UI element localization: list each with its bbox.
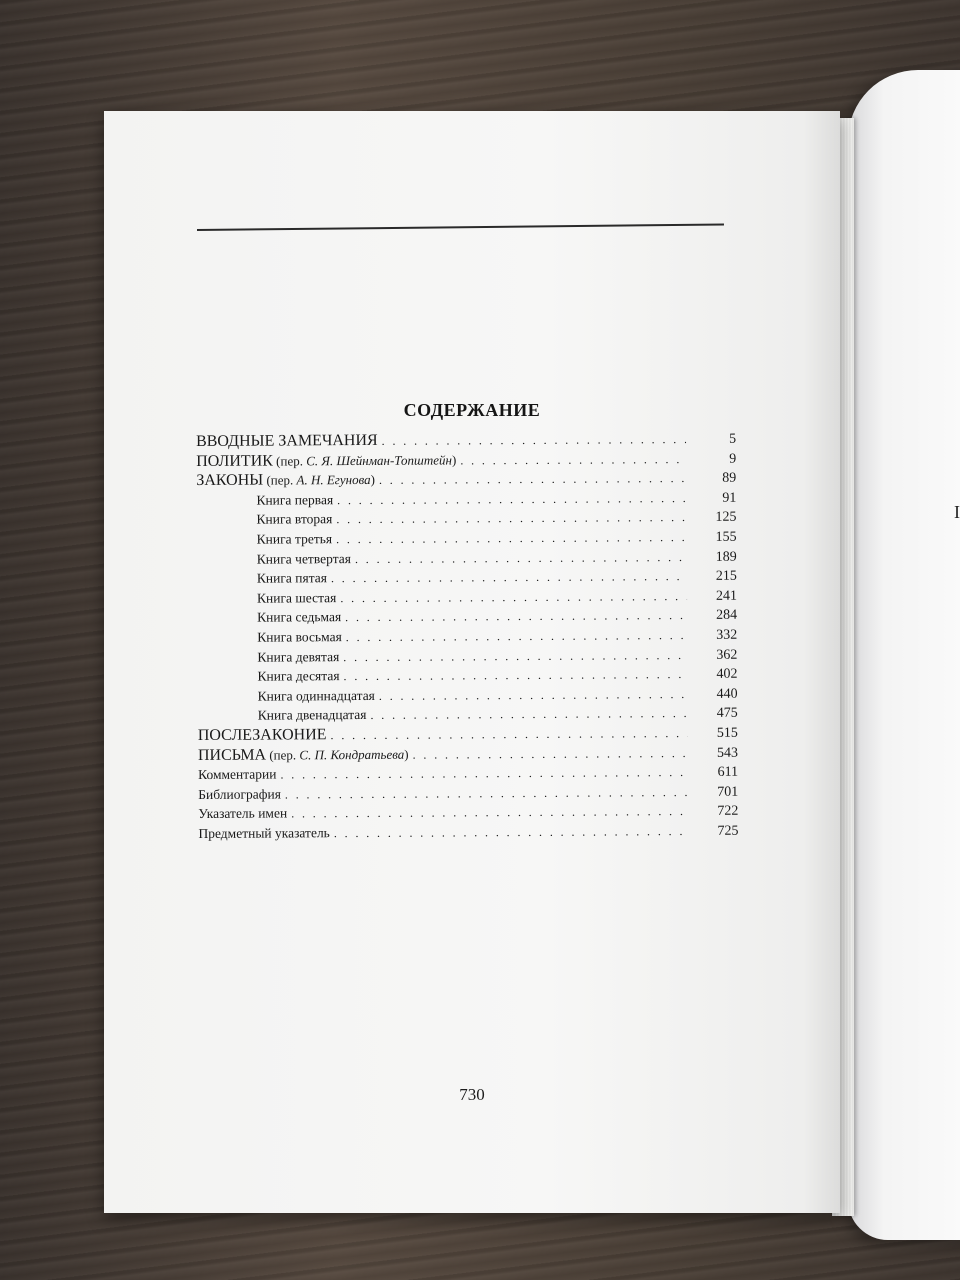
toc-book-label: Книга пятая — [256, 570, 327, 586]
toc-book-page: 241 — [715, 588, 738, 604]
leader-dots — [280, 763, 688, 784]
toc-book-page: 475 — [716, 706, 738, 722]
toc-book-page: 125 — [715, 510, 737, 526]
toc-entry-page: 5 — [729, 431, 737, 447]
leader-dots — [285, 783, 688, 804]
toc-book-page: 284 — [716, 608, 738, 624]
toc-book-label: Книга двенадцатая — [257, 707, 367, 723]
toc-entry-label: ВВОДНЫЕ ЗАМЕЧАНИЯ — [196, 431, 378, 450]
translator-prefix: (пер. — [272, 452, 307, 469]
toc-book-label: Книга шестая — [256, 589, 337, 606]
toc-book-label: Книга одиннадцатая — [257, 687, 375, 704]
leader-dots — [336, 528, 687, 549]
toc-entry-label: ПОЛИТИК — [196, 452, 273, 470]
leader-dots — [336, 508, 686, 529]
toc-book-label: Книга вторая — [256, 511, 333, 528]
leader-dots — [331, 567, 687, 588]
leader-dots — [340, 587, 687, 608]
leader-dots — [460, 450, 686, 470]
page-number: 730 — [459, 1085, 485, 1104]
toc-appendix-label: Библиография — [198, 786, 281, 802]
toc-appendix-label: Комментарии — [198, 766, 277, 783]
toc-book-page: 332 — [716, 627, 738, 643]
leader-dots — [343, 646, 687, 667]
toc-book-page: 402 — [716, 666, 738, 682]
toc-entry-label: ПИСЬМА — [197, 746, 267, 764]
left-page — [104, 111, 840, 1213]
toc-entry-label: ЗАКОНЫ — [196, 471, 264, 490]
toc-entry-label: ПОСЛЕЗАКОНИЕ — [197, 726, 327, 744]
translator-name: С. П. Кондратьева — [299, 746, 405, 762]
toc-book-page: 215 — [715, 568, 737, 584]
toc-book-label: Книга десятая — [257, 668, 340, 684]
leader-dots — [346, 626, 688, 647]
toc-book-page: 362 — [716, 647, 738, 663]
translator-suffix: ) — [404, 746, 409, 762]
translator-name: С. Я. Шейнман-Топштейн — [306, 452, 452, 468]
leader-dots — [343, 665, 687, 686]
translator-suffix: ) — [451, 452, 457, 468]
toc-book-label: Книга восьмая — [257, 629, 342, 645]
toc-appendix-label: Предметный указатель — [198, 825, 330, 841]
toc-appendix-page: 725 — [717, 823, 739, 839]
translator-prefix: (пер. — [266, 746, 300, 763]
translator-name: А. Н. Егунова — [296, 472, 371, 488]
right-page — [848, 70, 960, 1240]
toc-appendix-page: 722 — [717, 803, 739, 820]
toc-book-label: Книга седьмая — [257, 609, 342, 625]
toc-book-page: 155 — [715, 529, 737, 545]
translator-prefix: (пер. — [263, 472, 297, 488]
header-rule — [197, 223, 724, 231]
toc-entry-page: 9 — [729, 451, 737, 467]
toc-title: СОДЕРЖАНИЕ — [403, 400, 541, 420]
leader-dots — [370, 704, 687, 725]
toc-book-label: Книга четвертая — [256, 550, 351, 567]
leader-dots — [413, 744, 688, 764]
leader-dots — [330, 724, 687, 745]
leader-dots — [345, 606, 687, 627]
leader-dots — [334, 822, 689, 843]
leader-dots — [379, 469, 686, 489]
toc-appendix-label: Указатель имен — [198, 805, 288, 822]
toc-appendix-entry — [198, 822, 738, 845]
toc-book-label: Книга девятая — [257, 648, 340, 665]
leader-dots — [355, 548, 687, 569]
table-of-contents — [196, 430, 739, 845]
leader-dots — [382, 430, 686, 450]
toc-entry-page: 515 — [716, 725, 738, 741]
toc-entry-page: 89 — [722, 470, 737, 486]
toc-book-page: 189 — [715, 549, 737, 565]
toc-book-label: Книга первая — [256, 491, 334, 508]
leader-dots — [379, 685, 688, 705]
toc-entry-page: 543 — [716, 745, 739, 761]
toc-book-page: 440 — [716, 686, 738, 702]
toc-book-page: 91 — [722, 490, 737, 506]
toc-book-label: Книга третья — [256, 531, 333, 547]
leader-dots — [337, 489, 686, 510]
right-page-letter: I — [954, 502, 960, 522]
leader-dots — [291, 802, 688, 823]
toc-appendix-page: 701 — [717, 784, 739, 800]
translator-suffix: ) — [370, 472, 376, 488]
toc-appendix-page: 611 — [717, 764, 739, 780]
